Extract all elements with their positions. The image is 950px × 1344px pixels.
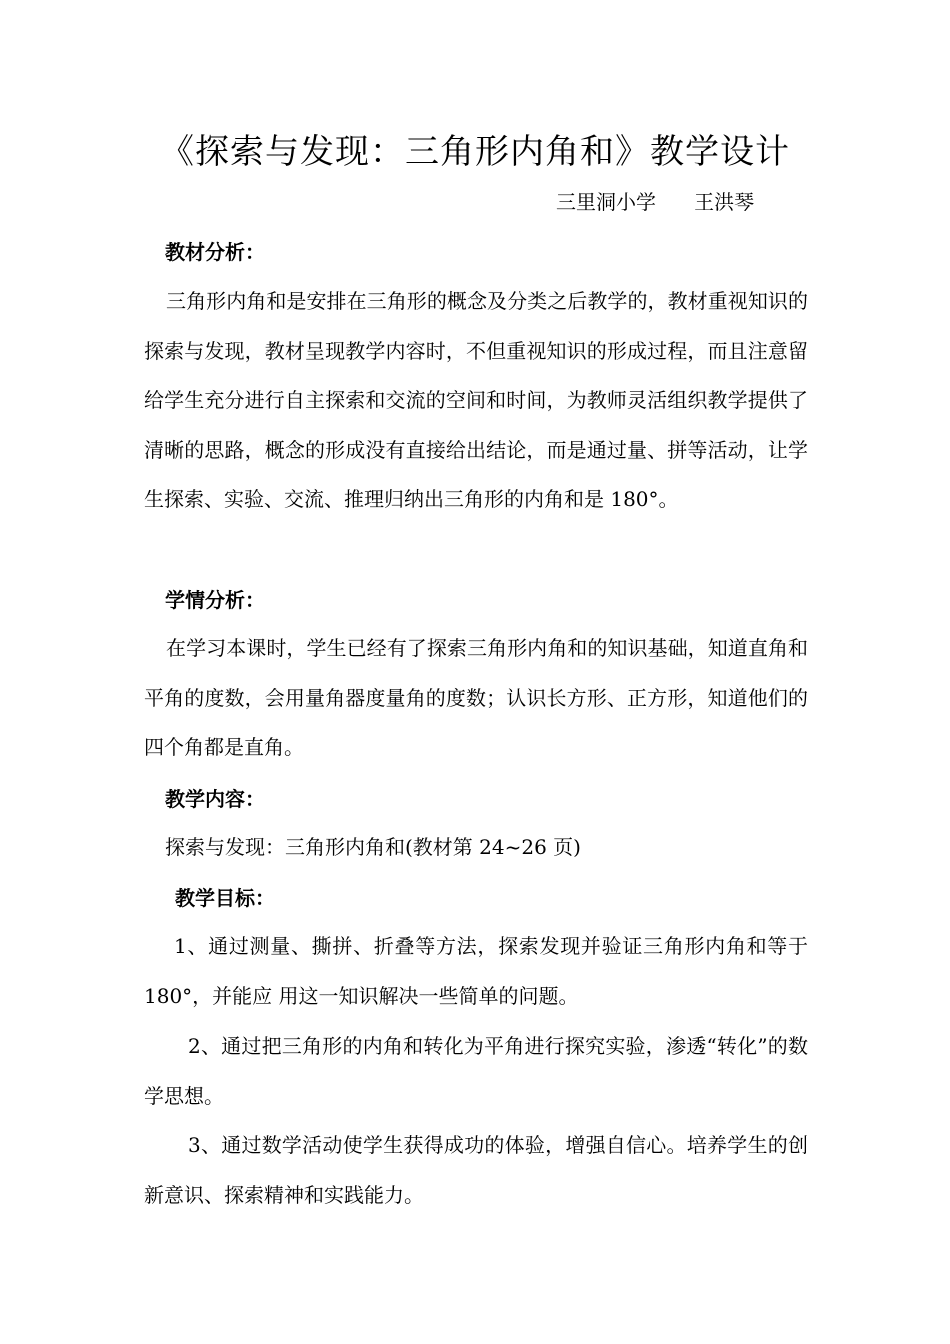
author-line: 三里洞小学 王洪琴 xyxy=(556,190,755,214)
heading-student-analysis: 学情分析： xyxy=(165,588,265,612)
goal-item: 2、通过把三角形的内角和转化为平角进行探究实验，渗透“转化”的数学思想。 xyxy=(144,1034,808,1108)
goal-item: 1、通过测量、撕拼、折叠等方法，探索发现并验证三角形内角和等于 180°，并能应 用这一知识解决一些简单的问题。 xyxy=(144,934,808,1008)
paragraph-teaching-content: 探索与发现：三角形内角和(教材第 24~26 页) xyxy=(165,835,581,859)
paragraph-student-analysis: 在学习本课时，学生已经有了探索三角形内角和的知识基础，知道直角和平角的度数，会用量角器度量角的度数；认识长方形、正方形，知道他们的四个角都是直角。 xyxy=(144,636,808,759)
document-title: 《探索与发现：三角形内角和》教学设计 xyxy=(160,132,790,172)
heading-teaching-goals: 教学目标： xyxy=(175,886,275,910)
goal-item: 3、通过数学活动使学生获得成功的体验，增强自信心。培养学生的创新意识、探索精神和实践能力。 xyxy=(144,1133,808,1207)
paragraph-material-analysis: 三角形内角和是安排在三角形的概念及分类之后教学的，教材重视知识的探索与发现，教材呈现教学内容时，不但重视知识的形成过程，而且注意留给学生充分进行自主探索和交流的空间和时间，为教师灵活组织教学提供了清晰的思路，概念的形成没有直接给出结论，而是通过量、拼等活动，让学生探索、实验、交流、推理归纳出三角形的内角和是 180°。 xyxy=(144,289,808,511)
heading-teaching-content: 教学内容： xyxy=(165,787,265,811)
heading-material-analysis: 教材分析： xyxy=(165,240,265,264)
